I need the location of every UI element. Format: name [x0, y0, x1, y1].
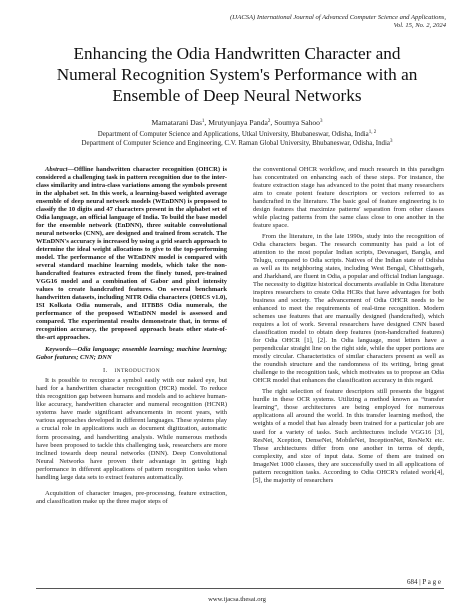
footer-divider: [36, 588, 444, 589]
right-paragraph-3: The right selection of feature descriptors still presents the biggest hurdle in these OCR systems. Utilizing a method known as “transfer learning”, those architectures are being employed for numerous applications all around the world. In this transfer learning method, the weights of a model that has already been trained for a particular job are used for a variety of tasks. Such architectures include VGG16 [3], ResNet, Xception, DenseNet, MobileNet, InceptionNet, ResNeXt etc. These architectures differ from one another in terms of depth, complexity, and size of input data. Some of them are trained on ImageNet 1000 classes, they are successfully used in all applications of pattern recognition tasks. According to Odia OHCR's related work[4], [5], the majority of researchers: [253, 388, 444, 484]
right-paragraph-1: the conventional OHCR workflow, and much research in this paradigm has concentrated on enhancing each of these steps. For instance, the feature extraction stage has advanced to the point that many researchers aim to create potent feature descriptors or vectors referred to as handcrafted in the literature. The basic goal of feature engineering is to design features that maximize patterns' separation from other classes while placing patterns from the same class close to one another in the feature space.: [253, 166, 444, 230]
keywords: [36, 346, 227, 362]
author-list: Mamatarani Das$^1$, Mrutyunjaya Panda$^2$, Soumya Sahoo$^3$: [151, 118, 323, 127]
author-1-sup: 1: [201, 119, 205, 124]
author-1-name: Mamatarani Das: [151, 118, 202, 127]
title-line3: Ensemble of Deep Neural Networks: [112, 86, 362, 105]
keywords-label: Keywords: [45, 346, 71, 354]
title-line1: Enhancing the Odia Handwritten Character and: [73, 44, 401, 63]
affiliation-1-text: Department of Computer Science and Applications, Utkal University, Bhubaneswar, Odisha, India: [97, 131, 369, 138]
journal-header: [106, 14, 446, 30]
author-2-sup: 2: [267, 119, 271, 124]
journal-header-line1: (IJACSA) International Journal of Advanced Computer Science and Applications,: [229, 14, 446, 21]
affiliation-1-sup: 1, 2: [368, 130, 377, 135]
affiliation-2: [20, 139, 454, 148]
affiliation-1: [20, 130, 454, 139]
affiliation-2-sup: 3: [389, 139, 393, 144]
section-title: INTRODUCTION: [114, 368, 161, 375]
page-number: 684 | P a g e: [407, 578, 441, 586]
abstract-label: Abstract: [45, 166, 68, 173]
intro-paragraph-1: It is possible to recognize a symbol easily with our naked eye, but hard for a handwritten character recognition (HCR) model. To reduce this recognition gap between humans and models and to achieve human-like accuracy, handwritten character and numeral recognition (HCNR) systems have made significant advancements in recent years, with various approaches developed in different languages. These systems play a crucial role in applications such as document digitization, automatic form processing, and handwriting analysis. While numerous methods have been proposed to tackle this challenging task, researchers are more inclined towards deep neural networks (DNN). Deep Convolutional Neural Networks have proven their advantage in getting high performance in different applications of pattern recognition tasks when handling large data sets to extract features automatically.: [36, 377, 227, 481]
section-number: I.: [102, 367, 108, 375]
right-paragraph-2: From the literature, in the late 1990s, study into the recognition of Odia characters began. The research community has paid a lot of attention to the most popular Indian scripts, Devanagari, Bangla, and Telugu, compared to Odia scripts. Natives of the Indian state of Odisha as well as its neighboring states, including West Bengal, Chhattisgarh, and Jharkhand, are fluent in Odia, a popular and official Indian language. The necessity to digitize historical documents available in Odia literature inspires researchers to create Odia HCRs that have advantages for both business and society. The advancement of Odia OHCR needs to be enhanced to meet the requirements of real-time recognition. Modern schemes use features that are manually designed (handcrafted), which requires a lot of work. Several researchers have designed CNN based classification model to obtain deep features (non-handcrafted features) for Odia OHCR [1], [2]. In Odia language, most letters have a perpendicular straight line on the right side, while the upper portions are mostly circular. Characteristics of similar characters present as well as the roundish structure and the randomness of its writing, bring great challenge to the recognition task, which motivates us to propose an Odia OHCR model that enhances the classification accuracy in this regard.: [253, 233, 444, 385]
section-heading-introduction: [36, 367, 227, 375]
intro-paragraph-2: Acquisition of character images, pre-processing, feature extraction, and classification make up the three major steps of: [36, 489, 227, 505]
journal-url: www.ijacsa.thesai.org: [208, 596, 266, 603]
author-3-name: Soumya Sahoo: [274, 118, 320, 127]
author-3-sup: 3: [319, 119, 323, 124]
abstract-text: —Offline handwritten character recognition (OHCR) is considered a challenging task in pattern recognition due to the inter-class similarity and intra-class variations among the symbols present in the alphabet set. In this work, a learning-based weighted average ensemble of deep neural network models (WEnDNN) is proposed to classify the 10 digits and 47 characters present in the alphabet set of Odia language, an official language of India. To build the base model for the ensemble network (EnDNN), three suitable convolutional neural networks (CNN), are designed and trained from scratch. The WEnDNN's accuracy is increased by using a grid search approach to determine the ideal weight allocations to give to the top-performing model. The performance of the WEnDNN model is compared with several standard machine learning models, which take the non-handcrafted features extracted from the finely tuned, pre-trained VGG16 model and a combination of Gabor and pixel intensity values to create handcrafted features. On several benchmark handwritten datasets, including NITR Odia characters (OHCS v1.0), ISI Kolkata Odia numerals, and IITBBS Odia numerals, the performance of the proposed WEnDNN model is assessed and compared. The experimental results demonstrate that, in terms of recognition accuracy, the proposed approach beats other state-of-the-art approaches.: [36, 166, 227, 342]
title-line2: Numeral Recognition System's Performance with an: [56, 65, 418, 84]
keywords-text: —Odia language; ensemble learning; machine learning; Gabor features; CNN; DNN: [36, 346, 227, 362]
affiliation-2-text: Department of Computer Science and Engineering, C.V. Raman Global University, Bhubaneswar, Odisha, India: [81, 140, 390, 147]
left-column: [36, 166, 227, 506]
right-column: [253, 166, 444, 485]
journal-header-line2: Vol. 15, No. 2, 2024: [393, 22, 446, 29]
abstract: [36, 166, 227, 342]
paper-title: [20, 43, 454, 106]
author-2-name: Mrutyunjaya Panda: [208, 118, 268, 127]
